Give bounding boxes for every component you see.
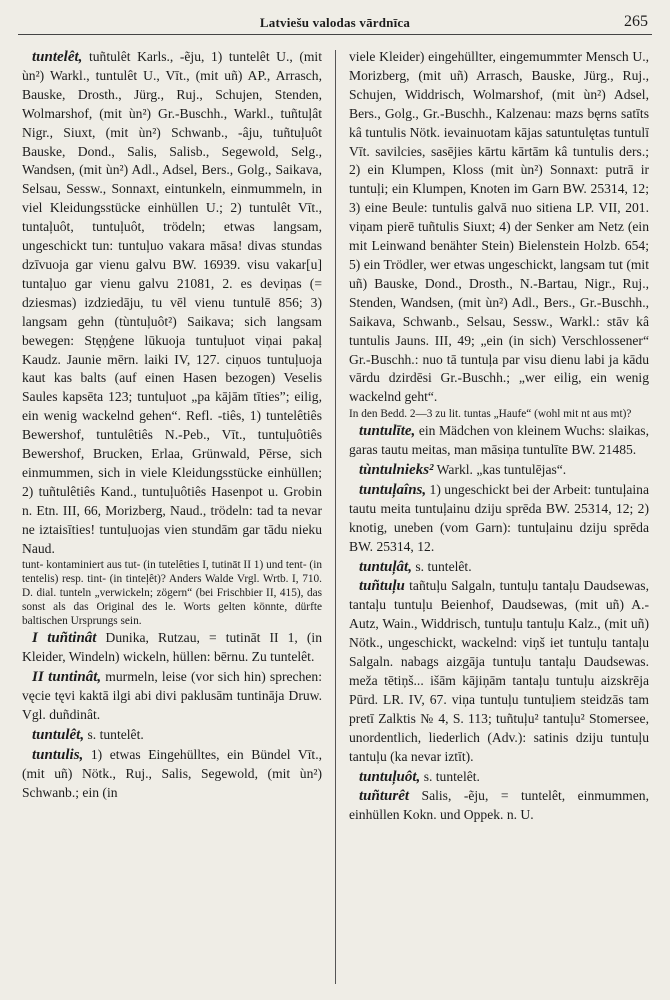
running-header bbox=[18, 12, 652, 35]
dictionary-entry bbox=[349, 577, 649, 766]
entry-text: Warkl. „kas tuntulējas“. bbox=[433, 462, 567, 478]
headword: tuntulis, bbox=[32, 746, 84, 763]
entry-text: 1) ungeschickt bei der Arbeit: tuntuļaina tautu meita tuntuļainu dziju sprēda BW. 25314, 12; 2) knotig, uneben (vom Garn): tuntuļainu dziju sprēda BW. 25314, 12. bbox=[349, 481, 649, 554]
headword: tuntuļaîns, bbox=[359, 481, 427, 498]
headword: I tuñtinât bbox=[32, 630, 97, 647]
entry-text: s. tuntelêt. bbox=[84, 727, 144, 742]
dictionary-entry bbox=[349, 768, 649, 787]
dictionary-entry bbox=[349, 558, 649, 577]
entry-text: tuñtulêt Karls., -ẽju, 1) tuntelêt U., (mit ùn²) Warkl., tuntulêt U., Vīt., (mit uñ) AP., Arrasch, Bauske, Drosth., Jürg., Ruj., Schujen, Stenden, Wolmarshof, (mit ùn²) Gr.-Buschh., Warkl., tuñtuļât Nigr., Siuxt, (mit ùn²) Schwanb., -âju, tuñtuļuôt Bauske, Dond., Salis, Salisb., Segewold, Selg., Wandsen, (mit ùn²) Adl., Adsel, Bers., Golg., Saikava, Selsau, Sessw., Sonnaxt, eintunkeln, einmummeln, in viel Kleidungsstücke einhüllen U.; 2) tuntulêt Vīt., tuntaļuôt, tuntuļuôt, trödeln; etwas langsam, ungeschickt tun: tuntuļuo vakara māsa! divas stundas dzīvuoja gar vienu galvu BW. 16939. visu vakar[u] tuntaļuo gar vienu galvu 21081, 2. es deviņas (= dziesmas) izdziedāju, tu vēl vienu tuntulē 856; 3) langsam gehn (tùntuļuôt²) Saikava; sich langsam bewegen: Stęņģene lūkuoja tuntuļuot viņai pakaļ Kaudz. Jaunie mērn. laiki IV, 127. ciņuos tuntuļuoja kaut kas balts (auf einen Hasen bezogen) Veselis Saules kapsēta 123; tuntuļuot „pa kājām tītiesˮ; eilig, ein wenig wackelnd gehen“. Refl. -tiês, 1) tuntelêtiês Bewershof, tuntulêtiês N.-Peb., Vīt., tuntuļuôtiês Bewershof, Brucken, Erlaa, Grünwald, Pērse, sich einmummen, sich in viele Kleidungsstücke einhüllen; 2) tuñtulêtiês Kand., tuntuļuôtiês Hasenpot u. Grobin n. Etn. III, 66, Morizberg, Naud., trödeln: tad ta nevar ne iztaisīties! tuntuļuojas vien stundām gar tādu nieku Naud. bbox=[22, 49, 322, 556]
dictionary-entry bbox=[349, 422, 649, 460]
entry-text: tañtuļu Salgaln, tuntuļu tantaļu Daudsewas, tantaļu tuntuļu Beienhof, Daudsewas, (mit uñ) A.-Autz, Wain., Widdrisch, tuntuļu tantuļu Kalz., (mit uñ) Nötk., ungeschickt, wackelnd: viņš iet tuntuļu tantaļu Salgaln. nabags aizgāja tuntuļu tantaļu Daudsewas. meža tētiņš... išām kājiņām tantaļu tuntuļu aizskrēja Pūrd. LR. IV, 67. viņa tuntuļu tuntuļiem steidzās tam pretī Zalktis № 4, S. 113; tuñtuļu² tantuļu² Stomersee, unordentlich, liederlich (Adv.): satinis dziju tuntuļu tantuļu (ka nevar iztīt). bbox=[349, 578, 649, 764]
headword: tuntulīte, bbox=[359, 423, 416, 440]
entry-text: Salis, -ẽju, = tuntelêt, einmummen, einhüllen Kokn. und Oppek. n. U. bbox=[349, 788, 649, 823]
headword: tuñturêt bbox=[359, 788, 410, 805]
headword: II tuntinât, bbox=[32, 669, 102, 686]
entry-text: s. tuntelêt. bbox=[411, 558, 472, 574]
dictionary-entry bbox=[349, 461, 649, 480]
dictionary-entry bbox=[349, 787, 649, 825]
entry-text: Dunika, Rutzau, = tutināt II 1, (in Kleider, Windeln) wickeln, hüllen: bērnu. Zu tuntelêt. bbox=[22, 630, 322, 665]
dictionary-entry bbox=[22, 629, 322, 667]
page-number: 265 bbox=[624, 13, 648, 30]
dictionary-entry bbox=[349, 481, 649, 557]
entry-text: s. tuntelêt. bbox=[420, 768, 480, 784]
entry-text: murmeln, leise (vor sich hin) sprechen: vęcie tęvi kaktā ilgi abi divi paklusām tuntināja Druw. Vgl. duñdinât. bbox=[22, 669, 322, 723]
etymology-note: tunt- kontaminiert aus tut- (in tutelêties I, tutināt II 1) und tent- (in tentelis) resp. tint- (in tinteļêt)? Anders Walde Vrgl. Wrtb. I, 710. D. dial. tunteln „verwickeln; zögern“ (bei Frischbier II, 415), das sonst als das Original des le. Worts gelten könnte, dürfte baltischen Ursprungs sein. bbox=[22, 559, 322, 628]
dictionary-entry bbox=[22, 48, 322, 628]
column-divider bbox=[335, 50, 336, 984]
right-column bbox=[349, 48, 649, 988]
dictionary-entry bbox=[22, 668, 322, 725]
entry-text: 1) etwas Eingehülltes, ein Bündel Vīt., (mit uñ) Nötk., Ruj., Salis, Segewold, (mit ùn²) Schwanb.; ein (in bbox=[22, 746, 322, 800]
headword: tuntelêt, bbox=[32, 49, 83, 65]
left-column bbox=[22, 48, 322, 988]
headword: tuntuļuôt, bbox=[359, 768, 421, 785]
entry-text: viele Kleider) eingehüllter, eingemummter Mensch U., Morizberg, (mit uñ) Arrasch, Bauske, Jürg., Ruj., Schujen, Widdrisch, Wolmarshof, (mit ùn²) Adsel, Bers., Golg., Gr.-Buschh., Kalzenau: mazs bęrns satīts kâ tuntulis Nötk. ievainuotam kājas satuntulętas tuntulī Vīt. savilcies, sasējies kārtu kārtām kâ tuntulis ders.; 2) ein Klumpen, Kloss (mit ùn²) Sonnaxt: putrā ir tuntuļi; ein Klumpen, Knoten im Garn BW. 25314, 12; 3) eine Beule: tuntulis galvā nuo sitiena LP. VII, 201. viņam pierē tuñtulis Siuxt; 4) der Senker am Netz (ein mit Leinwand benähter Stein) Bielenstein Holzb. 654; 5) ein Trödler, wer etwas ungeschickt, langsam tut (mit uñ) Bauske, Dond., Drosth., N.-Bartau, Nigr., Ruj., Stenden, Wandsen, (mit ùn²) Adl., Bers., Gr.-Buschh., Saikava, Schwanb., Selsau, Sessw., Warkl.: stāv kâ tuntulis Jauns. III, 49; „ein (in sich) Verschlossener“ Gr.-Buschh.: nuo tā tuntuļa par visu dienu labi ja kādu vārdu dzirdēsi Gr.-Buschh.; „wer eilig, ein wenig wackelnd geht“. bbox=[349, 49, 649, 405]
headword: tuntuļât, bbox=[359, 558, 412, 575]
headword: tuntulêt, bbox=[32, 727, 85, 743]
running-title: Latviešu valodas vārdnīca bbox=[259, 15, 411, 30]
entry-text: ein Mädchen von kleinem Wuchs: slaikas, garas tautu meitas, man māsiņa tuntulīte BW. 21485. bbox=[349, 423, 649, 458]
dictionary-entry bbox=[22, 746, 322, 803]
dictionary-entry bbox=[22, 726, 322, 745]
headword: tuñtuļu bbox=[359, 578, 405, 595]
headword: tùntulnieks² bbox=[359, 462, 434, 479]
dictionary-entry-continued bbox=[349, 48, 649, 421]
etymology-note: In den Bedd. 2—3 zu lit. tuntas „Haufe“ (wohl mit nt aus mt)? bbox=[349, 408, 632, 421]
